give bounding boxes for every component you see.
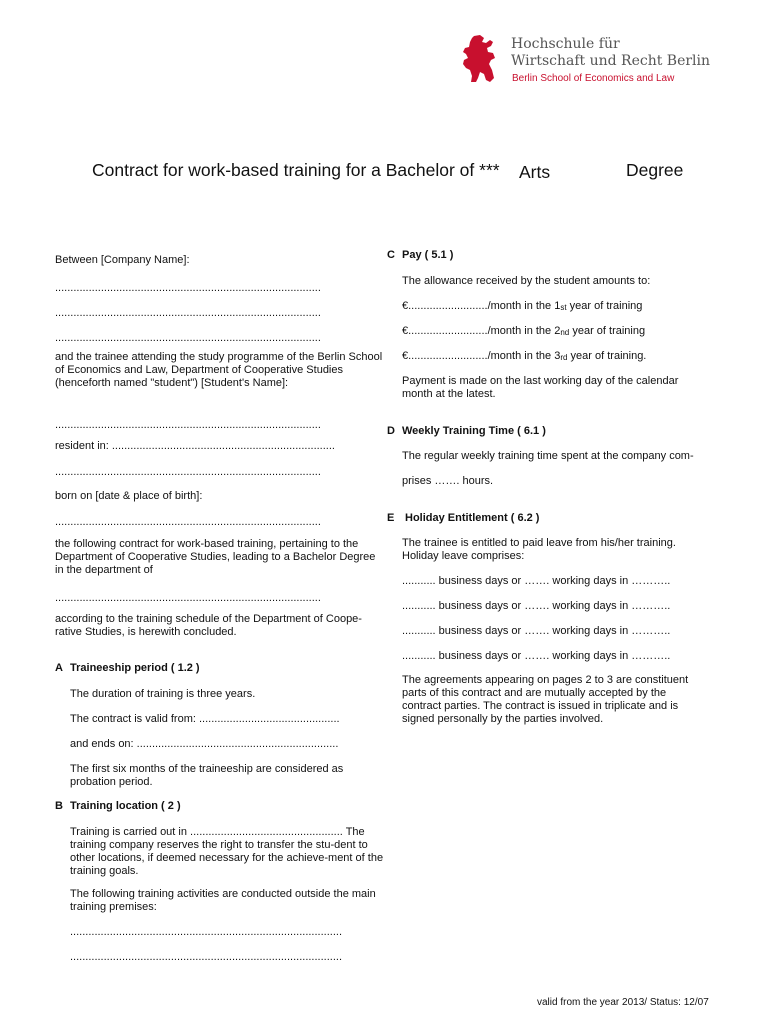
section-c-letter: C <box>387 249 395 261</box>
pay-year-1 <box>402 300 642 312</box>
section-b-title: Training location ( 2 ) <box>70 800 181 812</box>
holiday-line-1: ........... business days or ……. working days in ……….. <box>402 575 671 587</box>
section-a-letter: A <box>55 662 63 674</box>
between-label: Between [Company Name]: <box>55 254 190 266</box>
following-text: the following contract for work-based training, pertaining to the Department of Cooperative Studies, leading to a Bachelor Degree in the department of <box>55 538 376 576</box>
pay-year-1-prefix: €........................../month in the <box>402 300 552 312</box>
title-degree: Degree <box>626 160 684 180</box>
activities-line-2: ......................................................................................... <box>70 951 342 963</box>
department-line: ....................................................................................... <box>55 592 321 604</box>
holiday-line-4: ........... business days or ……. working days in ……….. <box>402 650 671 662</box>
logo-line-2: Wirtschaft und Recht Berlin <box>511 53 711 69</box>
agreements-text: The agreements appearing on pages 2 to 3 are constituent parts of this contract and are mutually accepted by the contract parties. The contract is issued in triplicate and is signed personally by the parties involved. <box>402 674 689 725</box>
section-b-letter: B <box>55 800 63 812</box>
pay-year-2-ord: nd <box>560 328 570 337</box>
payment-text: Payment is made on the last working day of the calendar month at the latest. <box>402 375 679 400</box>
holiday-text: The trainee is entitled to paid leave from his/her training. Holiday leave comprises: <box>402 537 676 562</box>
bear-logo-icon <box>460 34 498 84</box>
company-line-1: ....................................................................................... <box>55 282 321 294</box>
valid-from-line: The contract is valid from: .............................................. <box>70 713 340 725</box>
weekly-time-text: The regular weekly training time spent at the company com- <box>402 450 694 462</box>
section-e-letter: E <box>387 512 395 524</box>
pay-year-2 <box>402 325 645 337</box>
pay-year-3-suffix: year of training. <box>570 350 647 362</box>
resident-line: resident in: ......................................................................... <box>55 440 335 452</box>
resident-line-2: ....................................................................................... <box>55 466 321 478</box>
holiday-line-3: ........... business days or ……. working days in ……….. <box>402 625 671 637</box>
holiday-line-2: ........... business days or ……. working days in ……….. <box>402 600 671 612</box>
footer-status: valid from the year 2013/ Status: 12/07 <box>537 997 709 1008</box>
title-arts: Arts <box>519 162 551 182</box>
section-a-title: Traineeship period ( 1.2 ) <box>70 662 200 674</box>
page-title: Contract for work-based training for a Bachelor of *** <box>92 160 500 180</box>
pay-year-1-ord: st <box>560 303 567 312</box>
pay-year-1-num: 1 <box>554 300 561 312</box>
company-line-2: ....................................................................................... <box>55 307 321 319</box>
logo-line-1: Hochschule für <box>511 36 620 52</box>
according-text: according to the training schedule of the Department of Coope-rative Studies, is herewith concluded. <box>55 613 362 638</box>
ends-on-line: and ends on: .................................................................. <box>70 738 339 750</box>
section-d-title: Weekly Training Time ( 6.1 ) <box>402 425 546 437</box>
duration-text: The duration of training is three years. <box>70 688 256 700</box>
weekly-hours-line: prises ……. hours. <box>402 475 494 487</box>
pay-year-2-suffix: year of training <box>572 325 646 337</box>
logo-line-3: Berlin School of Economics and Law <box>512 73 675 84</box>
probation-text: The first six months of the traineeship are considered as probation period. <box>70 763 344 788</box>
pay-year-2-num: 2 <box>554 325 561 337</box>
pay-year-1-suffix: year of training <box>569 300 643 312</box>
pay-year-3-ord: rd <box>560 353 568 362</box>
section-c-title: Pay ( 5.1 ) <box>402 249 454 261</box>
activities-text: The following training activities are conducted outside the main training premises: <box>70 888 376 913</box>
trainee-text: and the trainee attending the study programme of the Berlin School of Economics and Law, Department of Cooperative Studies (henceforth named "student") [Student's Name]: <box>55 351 383 389</box>
born-label: born on [date & place of birth]: <box>55 490 203 502</box>
allowance-text: The allowance received by the student amounts to: <box>402 275 651 287</box>
pay-year-3-prefix: €........................../month in the <box>402 350 552 362</box>
activities-line-1: ......................................................................................... <box>70 926 342 938</box>
pay-year-2-prefix: €........................../month in the <box>402 325 552 337</box>
section-d-letter: D <box>387 425 395 437</box>
company-line-3: ....................................................................................... <box>55 332 321 344</box>
section-e-title: Holiday Entitlement ( 6.2 ) <box>405 512 540 524</box>
born-line: ....................................................................................... <box>55 516 321 528</box>
student-name-line: ....................................................................................... <box>55 419 321 431</box>
pay-year-3 <box>402 350 646 362</box>
pay-year-3-num: 3 <box>554 350 561 362</box>
carried-out-text: Training is carried out in .................................................. The training company reserves the right to transfer the stu-dent to other locations, if deemed necessary for the achieve-ment of the training goals. <box>70 826 384 877</box>
